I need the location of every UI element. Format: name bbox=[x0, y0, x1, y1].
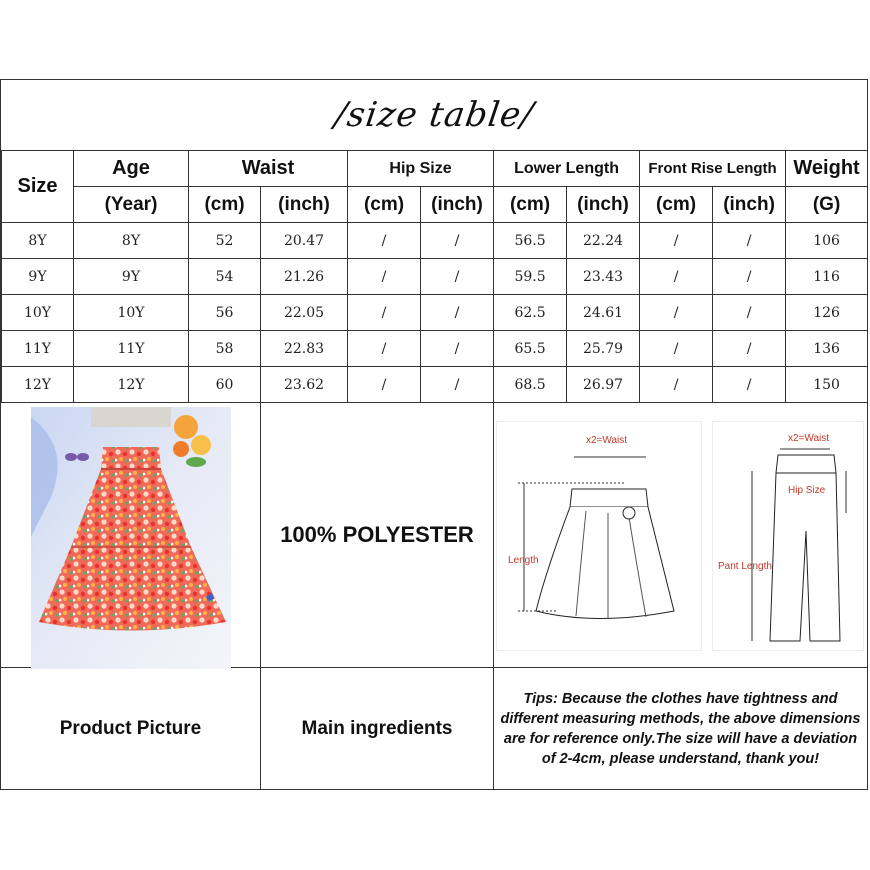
cell-rise-cm: / bbox=[640, 367, 713, 403]
cell-size: 8Y bbox=[2, 223, 74, 259]
cell-hip-cm: / bbox=[348, 331, 421, 367]
table-row bbox=[2, 223, 868, 259]
skirt-length-label: Length bbox=[508, 555, 539, 566]
cell-rise-inch: / bbox=[713, 259, 786, 295]
cell-rise-inch: / bbox=[713, 331, 786, 367]
tips-cell bbox=[494, 668, 867, 790]
cell-waist-inch: 21.26 bbox=[261, 259, 348, 295]
table-row bbox=[2, 259, 868, 295]
header-age: Age bbox=[74, 151, 189, 187]
header-row-2 bbox=[2, 187, 868, 223]
header-rise-cm: (cm) bbox=[640, 187, 713, 223]
cell-waist-cm: 56 bbox=[189, 295, 261, 331]
cell-hip-inch: / bbox=[421, 295, 494, 331]
cell-waist-inch: 23.62 bbox=[261, 367, 348, 403]
header-row-1 bbox=[2, 151, 868, 187]
header-hip-cm: (cm) bbox=[348, 187, 421, 223]
cell-hip-cm: / bbox=[348, 259, 421, 295]
cell-lower-inch: 22.24 bbox=[567, 223, 640, 259]
measurement-diagram-cell bbox=[494, 403, 867, 668]
table-row bbox=[2, 331, 868, 367]
product-photo-cell bbox=[1, 403, 261, 668]
header-waist-cm: (cm) bbox=[189, 187, 261, 223]
cell-size: 11Y bbox=[2, 331, 74, 367]
cell-waist-inch: 22.83 bbox=[261, 331, 348, 367]
header-lower-cm: (cm) bbox=[494, 187, 567, 223]
cell-size: 9Y bbox=[2, 259, 74, 295]
cell-hip-inch: / bbox=[421, 367, 494, 403]
cell-rise-cm: / bbox=[640, 331, 713, 367]
ingredients-cell bbox=[261, 403, 494, 668]
size-chart-sheet bbox=[0, 79, 868, 790]
header-lower-inch: (inch) bbox=[567, 187, 640, 223]
cell-weight: 106 bbox=[786, 223, 868, 259]
cell-rise-inch: / bbox=[713, 295, 786, 331]
cell-age: 9Y bbox=[74, 259, 189, 295]
cell-age: 10Y bbox=[74, 295, 189, 331]
cell-waist-inch: 22.05 bbox=[261, 295, 348, 331]
pant-hip-label: Hip Size bbox=[788, 485, 826, 496]
cell-weight: 150 bbox=[786, 367, 868, 403]
cell-size: 10Y bbox=[2, 295, 74, 331]
cell-hip-inch: / bbox=[421, 331, 494, 367]
page-title: /size table/ bbox=[331, 95, 537, 135]
cell-size: 12Y bbox=[2, 367, 74, 403]
header-waist: Waist bbox=[189, 151, 348, 187]
cell-lower-inch: 25.79 bbox=[567, 331, 640, 367]
header-size: Size bbox=[2, 151, 74, 223]
cell-weight: 136 bbox=[786, 331, 868, 367]
skirt-waist-label: x2=Waist bbox=[586, 435, 628, 446]
pant-waist-label: x2=Waist bbox=[788, 433, 830, 444]
title-row bbox=[1, 80, 867, 151]
pant-measurement-diagram bbox=[712, 421, 864, 651]
cell-lower-inch: 26.97 bbox=[567, 367, 640, 403]
tips-text: Tips: Because the clothes have tightness and different measuring methods, the above dimensions are for reference only.The size will have a deviation of 2-4cm, please understand, thank you! bbox=[500, 691, 861, 767]
cell-hip-inch: / bbox=[421, 259, 494, 295]
header-weight-unit: (G) bbox=[786, 187, 868, 223]
header-hip: Hip Size bbox=[348, 151, 494, 187]
cell-lower-inch: 24.61 bbox=[567, 295, 640, 331]
cell-waist-cm: 60 bbox=[189, 367, 261, 403]
cell-rise-cm: / bbox=[640, 223, 713, 259]
cell-waist-inch: 20.47 bbox=[261, 223, 348, 259]
ingredients-text: 100% POLYESTER bbox=[280, 522, 474, 547]
cell-lower-cm: 65.5 bbox=[494, 331, 567, 367]
cell-hip-cm: / bbox=[348, 295, 421, 331]
cell-rise-inch: / bbox=[713, 223, 786, 259]
cell-hip-cm: / bbox=[348, 367, 421, 403]
header-waist-inch: (inch) bbox=[261, 187, 348, 223]
header-front-rise: Front Rise Length bbox=[640, 151, 786, 187]
cell-hip-cm: / bbox=[348, 223, 421, 259]
skirt-measurement-diagram bbox=[496, 421, 702, 651]
cell-age: 8Y bbox=[74, 223, 189, 259]
table-row bbox=[2, 367, 868, 403]
product-picture-label: Product Picture bbox=[59, 718, 202, 739]
cell-rise-cm: / bbox=[640, 295, 713, 331]
cell-lower-cm: 62.5 bbox=[494, 295, 567, 331]
pant-length-label: Pant Length bbox=[718, 561, 772, 572]
cell-hip-inch: / bbox=[421, 223, 494, 259]
header-lower-length: Lower Length bbox=[494, 151, 640, 187]
cell-waist-cm: 52 bbox=[189, 223, 261, 259]
table-row bbox=[2, 295, 868, 331]
size-table bbox=[1, 150, 868, 403]
cell-age: 11Y bbox=[74, 331, 189, 367]
cell-lower-inch: 23.43 bbox=[567, 259, 640, 295]
cell-lower-cm: 59.5 bbox=[494, 259, 567, 295]
header-age-unit: (Year) bbox=[74, 187, 189, 223]
header-hip-inch: (inch) bbox=[421, 187, 494, 223]
product-photo bbox=[31, 407, 231, 669]
cell-weight: 126 bbox=[786, 295, 868, 331]
header-weight: Weight bbox=[786, 151, 868, 187]
cell-age: 12Y bbox=[74, 367, 189, 403]
bottom-section bbox=[1, 403, 867, 790]
cell-rise-inch: / bbox=[713, 367, 786, 403]
cell-lower-cm: 56.5 bbox=[494, 223, 567, 259]
header-rise-inch: (inch) bbox=[713, 187, 786, 223]
cell-rise-cm: / bbox=[640, 259, 713, 295]
cell-waist-cm: 58 bbox=[189, 331, 261, 367]
main-ingredients-label-cell bbox=[261, 668, 494, 790]
main-ingredients-label: Main ingredients bbox=[301, 718, 453, 739]
product-picture-label-cell bbox=[1, 668, 261, 790]
cell-waist-cm: 54 bbox=[189, 259, 261, 295]
cell-lower-cm: 68.5 bbox=[494, 367, 567, 403]
cell-weight: 116 bbox=[786, 259, 868, 295]
